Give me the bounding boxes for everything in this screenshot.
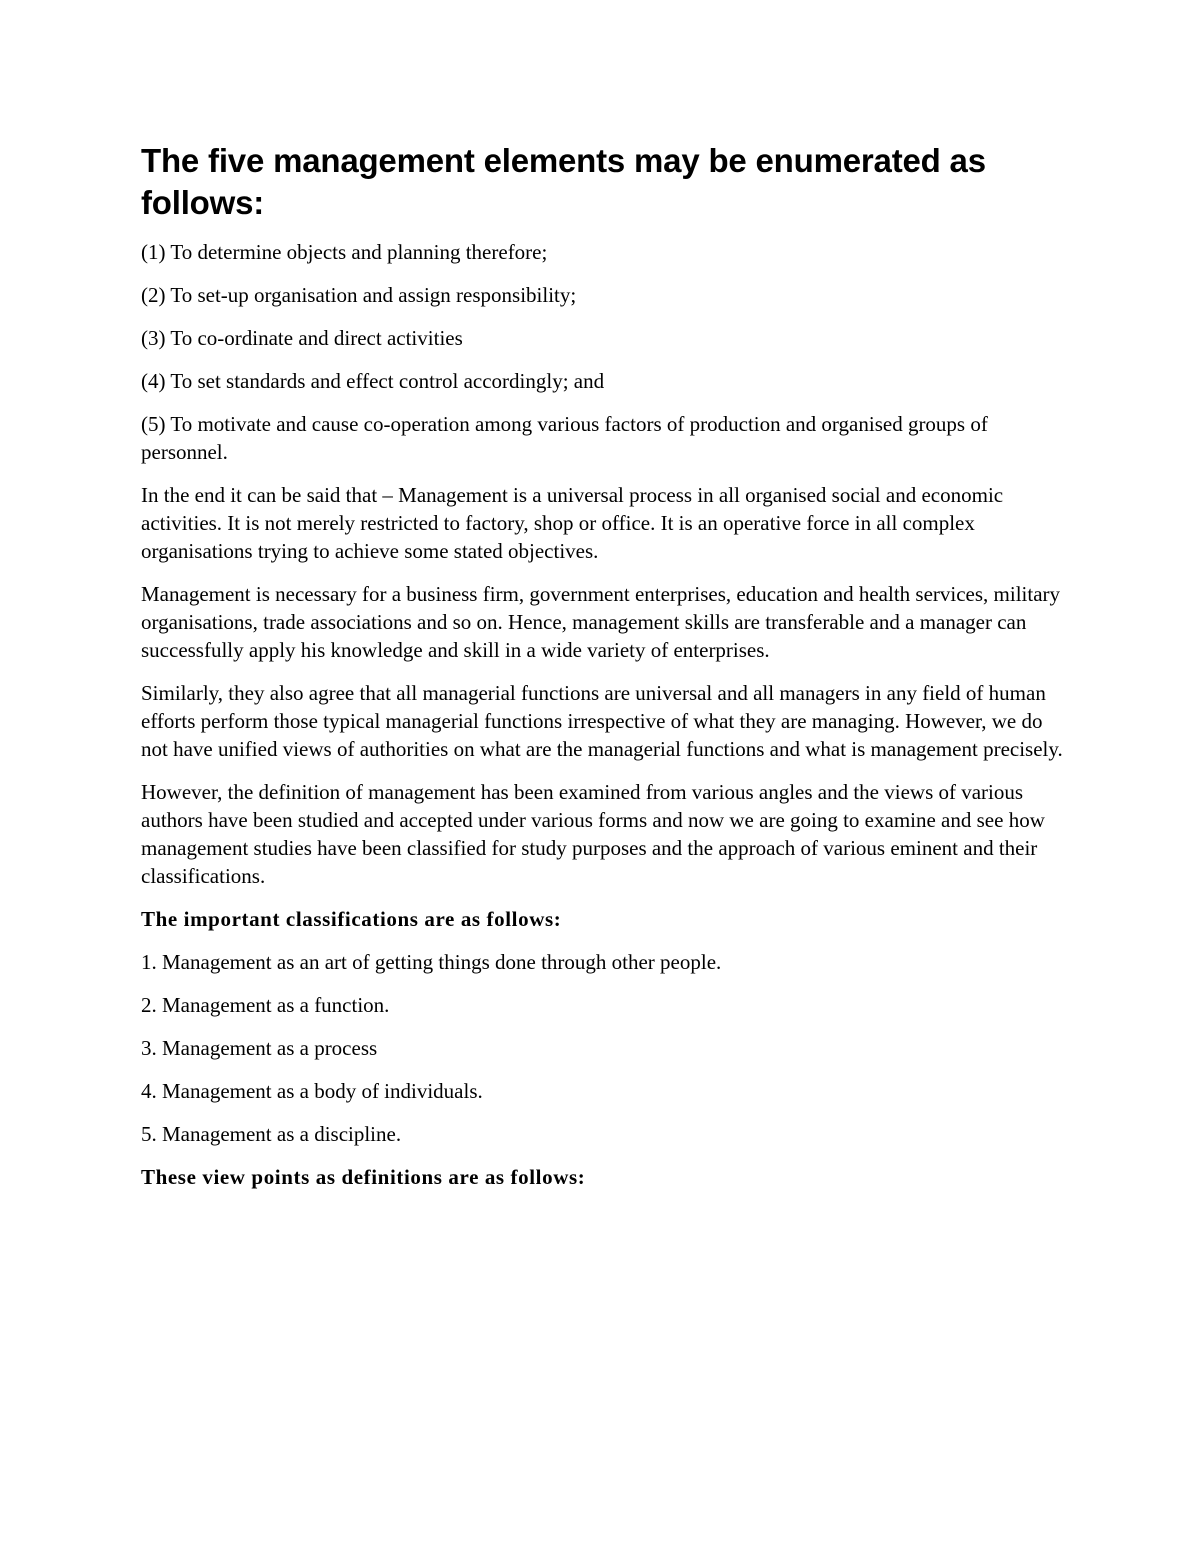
list-item: (2) To set-up organisation and assign responsibility; [141, 283, 577, 307]
classifications-list [141, 948, 1071, 1148]
paragraph-definition: However, the definition of management has been examined from various angles and the views of various authors have been studied and accepted under various forms and now we are going to examine and see how management studies have been classified for study purposes and the approach of various eminent and their classifications. [141, 780, 1045, 888]
definitions-heading: These view points as definitions are as follows: [141, 1165, 586, 1189]
paragraph-universal-functions: Similarly, they also agree that all managerial functions are universal and all managers in any field of human efforts perform those typical managerial functions irrespective of what they are managing. However, we do not have unified views of authorities on what are the managerial functions and what is management precisely. [141, 681, 1063, 761]
list-item: (5) To motivate and cause co-operation among various factors of production and organised groups of personnel. [141, 412, 988, 464]
list-item: 5. Management as a discipline. [141, 1122, 402, 1146]
list-item: (1) To determine objects and planning therefore; [141, 240, 548, 264]
list-item: 3. Management as a process [141, 1036, 378, 1060]
page-title: The five management elements may be enumerated as follows: [141, 142, 986, 221]
list-item: (4) To set standards and effect control accordingly; and [141, 369, 605, 393]
classifications-heading: The important classifications are as follows: [141, 907, 562, 931]
list-item: 1. Management as an art of getting things done through other people. [141, 950, 722, 974]
document-page [141, 140, 1071, 1206]
list-item: 2. Management as a function. [141, 993, 390, 1017]
list-item: (3) To co-ordinate and direct activities [141, 326, 463, 350]
paragraph-universal-process: In the end it can be said that – Management is a universal process in all organised social and economic activities. It is not merely restricted to factory, shop or office. It is an operative force in all complex organisations trying to achieve some stated objectives. [141, 483, 1004, 563]
list-item: 4. Management as a body of individuals. [141, 1079, 483, 1103]
management-elements-list [141, 238, 1071, 466]
paragraph-necessity: Management is necessary for a business firm, government enterprises, education and health services, military organisations, trade associations and so on. Hence, management skills are transferable and a manager can successfully apply his knowledge and skill in a wide variety of enterprises. [141, 582, 1061, 662]
